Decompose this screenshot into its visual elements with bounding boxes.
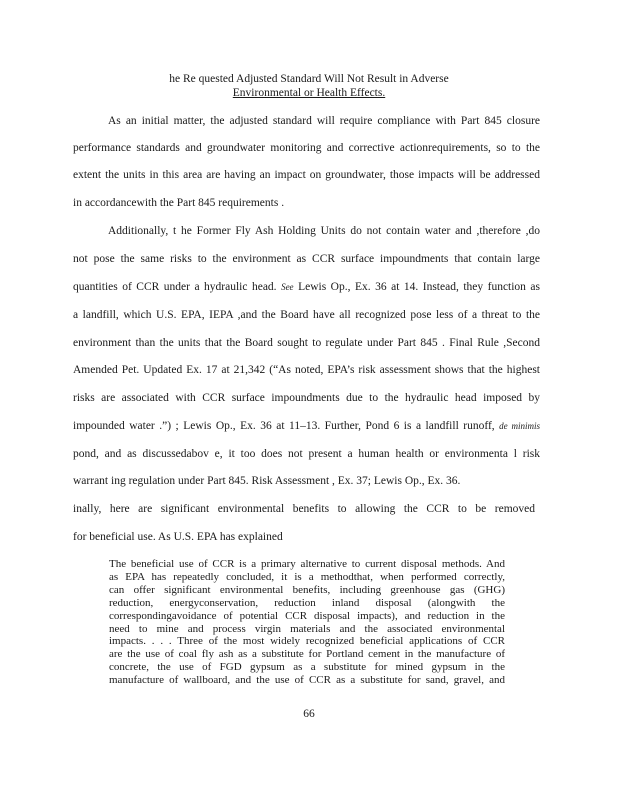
quote-line: The beneficial use of CCR is a primary alternative to current disposal methods. And (109, 558, 505, 570)
section-heading-line-1: he Re quested Adjusted Standard Will Not Result in Adverse (169, 73, 449, 85)
paragraph-line: risks are associated with CCR surface impoundments due to the hydraulic head imposed by (73, 392, 540, 404)
text-run: quantities of CCR under a hydraulic head. (73, 281, 277, 293)
quote-line: can offer significant environmental benefits, including greenhouse gas (GHG) (109, 583, 505, 596)
paragraph-line: for beneficial use. As U.S. EPA has explained (73, 531, 283, 543)
de-minimis-term: de minimis (499, 421, 540, 431)
text-run: impounded water .”) ; Lewis Op., Ex. 36 at 11–13. Further, Pond 6 is a landfill runoff, (73, 420, 495, 432)
quote-line: concrete, the use of FGD gypsum as a substitute for mined gypsum in the (109, 661, 505, 674)
paragraph-line: a landfill, which U.S. EPA, IEPA ,and the Board have all recognized pose less of a threat to the (73, 309, 540, 321)
citation-signal: See (281, 282, 294, 292)
quote-line: correspondingavoidance of potential CCR disposal impacts), and reduction in the (109, 609, 505, 622)
paragraph-line: warrant ing regulation under Part 845. Risk Assessment , Ex. 37; Lewis Op., Ex. 36. (73, 475, 461, 487)
section-heading-underlined: Environmental or Health Effects. (232, 87, 386, 99)
paragraph-line: pond, and as discussedabov e, it too does not present a human health or environmenta l risk (73, 448, 540, 460)
paragraph-line: inally, here are significant environmental benefits to allowing the CCR to be removed (73, 503, 535, 515)
quote-line: as EPA has repeatedly concluded, it is a methodthat, when performed correctly, (109, 570, 505, 583)
section-heading-line-2 (60, 87, 558, 100)
paragraph-line (73, 280, 540, 294)
quote-line: need to mine and process virgin materials and the associated environmental (109, 622, 505, 635)
paragraph-line: environment than the units that the Board sought to regulate under Part 845 . Final Rule ,Second (73, 337, 540, 349)
paragraph-line (73, 419, 540, 433)
paragraph-line: Amended Pet. Updated Ex. 17 at 21,342 (“As noted, EPA’s risk assessment shows that the highest (73, 364, 540, 376)
paragraph-line: As an initial matter, the adjusted standard will require compliance with Part 845 closure (108, 115, 540, 127)
paragraph-line: in accordancewith the Part 845 requirements . (73, 197, 285, 209)
quote-line: impacts. . . . Three of the most widely recognized beneficial applications of CCR (109, 635, 505, 648)
quote-line: reduction, energyconservation, reduction inland disposal (alongwith the (109, 596, 505, 609)
paragraph-line: extent the units in this area are having an impact on groundwater, those impacts will be addressed (73, 169, 540, 181)
page-number: 66 (303, 708, 315, 720)
quote-line: are the use of coal fly ash as a substitute for Portland cement in the manufacture of (109, 648, 505, 661)
text-run: Lewis Op., Ex. 36 at 14. Instead, they function as (298, 281, 541, 293)
quote-line: manufacture of wallboard, and the use of CCR as a substitute for sand, gravel, and (109, 674, 505, 687)
paragraph-line: not pose the same risks to the environment as CCR surface impoundments that contain large (73, 253, 540, 265)
block-quote (109, 558, 505, 687)
paragraph-line: performance standards and groundwater monitoring and corrective actionrequirements, so to the (73, 142, 540, 154)
paragraph-line: Additionally, t he Former Fly Ash Holding Units do not contain water and ,therefore ,do (108, 225, 540, 237)
